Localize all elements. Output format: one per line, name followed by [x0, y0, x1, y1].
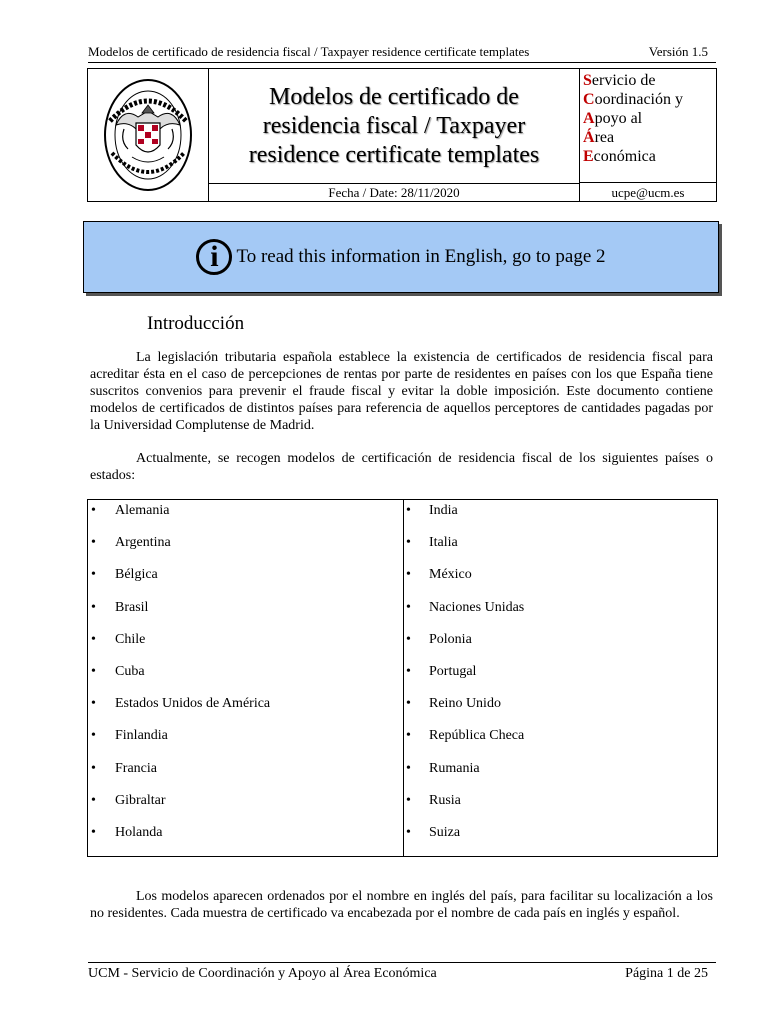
intro-paragraph-3: Los modelos aparecen ordenados por el nombre en inglés del país, para facilitar su localización a los no residentes. Cada muestra de certificado va encabezada por el nombre de cada país en inglés y español. — [90, 889, 713, 921]
country-item: • Estados Unidos de América — [88, 694, 403, 726]
page-number: Página 1 de 25 — [625, 966, 708, 981]
service-line-rest: ervicio de — [591, 72, 656, 89]
country-item: • Polonia — [403, 630, 718, 662]
intro-paragraph-1: La legislación tributaria española establece la existencia de certificados de residencia fiscal para acreditar ésta en el caso de percepciones de rentas por parte de residentes en países con los que España tiene suscritos convenios para prevenir el fraude fiscal y evitar la doble imposición. Este documento contiene modelos de certificados de distintos países para referencia de aquellos perceptores de cantidades pagadas por la Universidad Complutense de Madrid. — [90, 350, 713, 433]
section-heading-intro: Introducción — [147, 313, 245, 334]
country-item: • Francia — [88, 759, 403, 791]
country-item: • Brasil — [88, 598, 403, 630]
country-item: • Holanda — [88, 823, 403, 855]
service-line-initial: S — [583, 72, 592, 89]
service-line-initial: E — [583, 148, 594, 165]
service-line-rest: oordinación y — [594, 91, 683, 108]
service-line-initial: Á — [583, 129, 595, 146]
service-line-initial: A — [583, 110, 595, 127]
country-table — [87, 499, 718, 857]
document-date: Fecha / Date: 28/11/2020 — [209, 184, 580, 201]
country-list-right — [403, 500, 718, 857]
service-line — [583, 147, 716, 166]
service-line-rest: poyo al — [594, 110, 643, 127]
country-item: • Rusia — [403, 791, 718, 823]
country-item: • Suiza — [403, 823, 718, 855]
country-list-left — [88, 500, 404, 857]
country-item: • Chile — [88, 630, 403, 662]
version-label: Versión 1.5 — [648, 44, 708, 59]
service-name — [580, 69, 716, 183]
document-title-cell — [209, 69, 580, 184]
country-item: • Reino Unido — [403, 694, 718, 726]
country-item: • India — [403, 501, 718, 533]
running-title: Modelos de certificado de residencia fiscal / Taxpayer residence certificate templates — [88, 44, 530, 59]
service-line-rest: conómica — [593, 148, 656, 165]
service-line — [583, 71, 716, 90]
country-item: • Cuba — [88, 662, 403, 694]
country-item: • Rumania — [403, 759, 718, 791]
country-item: • Bélgica — [88, 565, 403, 597]
country-item: • Alemania — [88, 501, 403, 533]
country-item: • México — [403, 565, 718, 597]
country-item: • Portugal — [403, 662, 718, 694]
country-item: • Argentina — [88, 533, 403, 565]
country-item: • Italia — [403, 533, 718, 565]
country-item: • República Checa — [403, 726, 718, 758]
service-line-initial: C — [583, 91, 595, 108]
country-item: • Finlandia — [88, 726, 403, 758]
title-block — [87, 68, 717, 202]
english-info-banner — [83, 221, 719, 293]
ucm-seal-logo — [102, 77, 194, 193]
service-line — [583, 109, 716, 128]
document-title: Modelos de certificado de residencia fiscal / Taxpayer residence certificate templates — [248, 83, 540, 168]
service-line-rest: rea — [594, 129, 615, 146]
intro-paragraph-2: Actualmente, se recogen modelos de certificación de residencia fiscal de los siguientes países o estados: — [90, 451, 713, 483]
logo-cell — [88, 69, 209, 201]
info-banner-text: To read this information in English, go to page 2 — [236, 246, 606, 267]
running-header — [88, 44, 716, 63]
running-footer — [88, 962, 716, 982]
country-item: • Naciones Unidas — [403, 598, 718, 630]
country-item: • Gibraltar — [88, 791, 403, 823]
footer-organization: UCM - Servicio de Coordinación y Apoyo al Área Económica — [88, 966, 437, 981]
info-icon: i — [196, 239, 232, 275]
service-line — [583, 128, 716, 147]
contact-email: ucpe@ucm.es — [611, 185, 685, 200]
service-line — [583, 90, 716, 109]
